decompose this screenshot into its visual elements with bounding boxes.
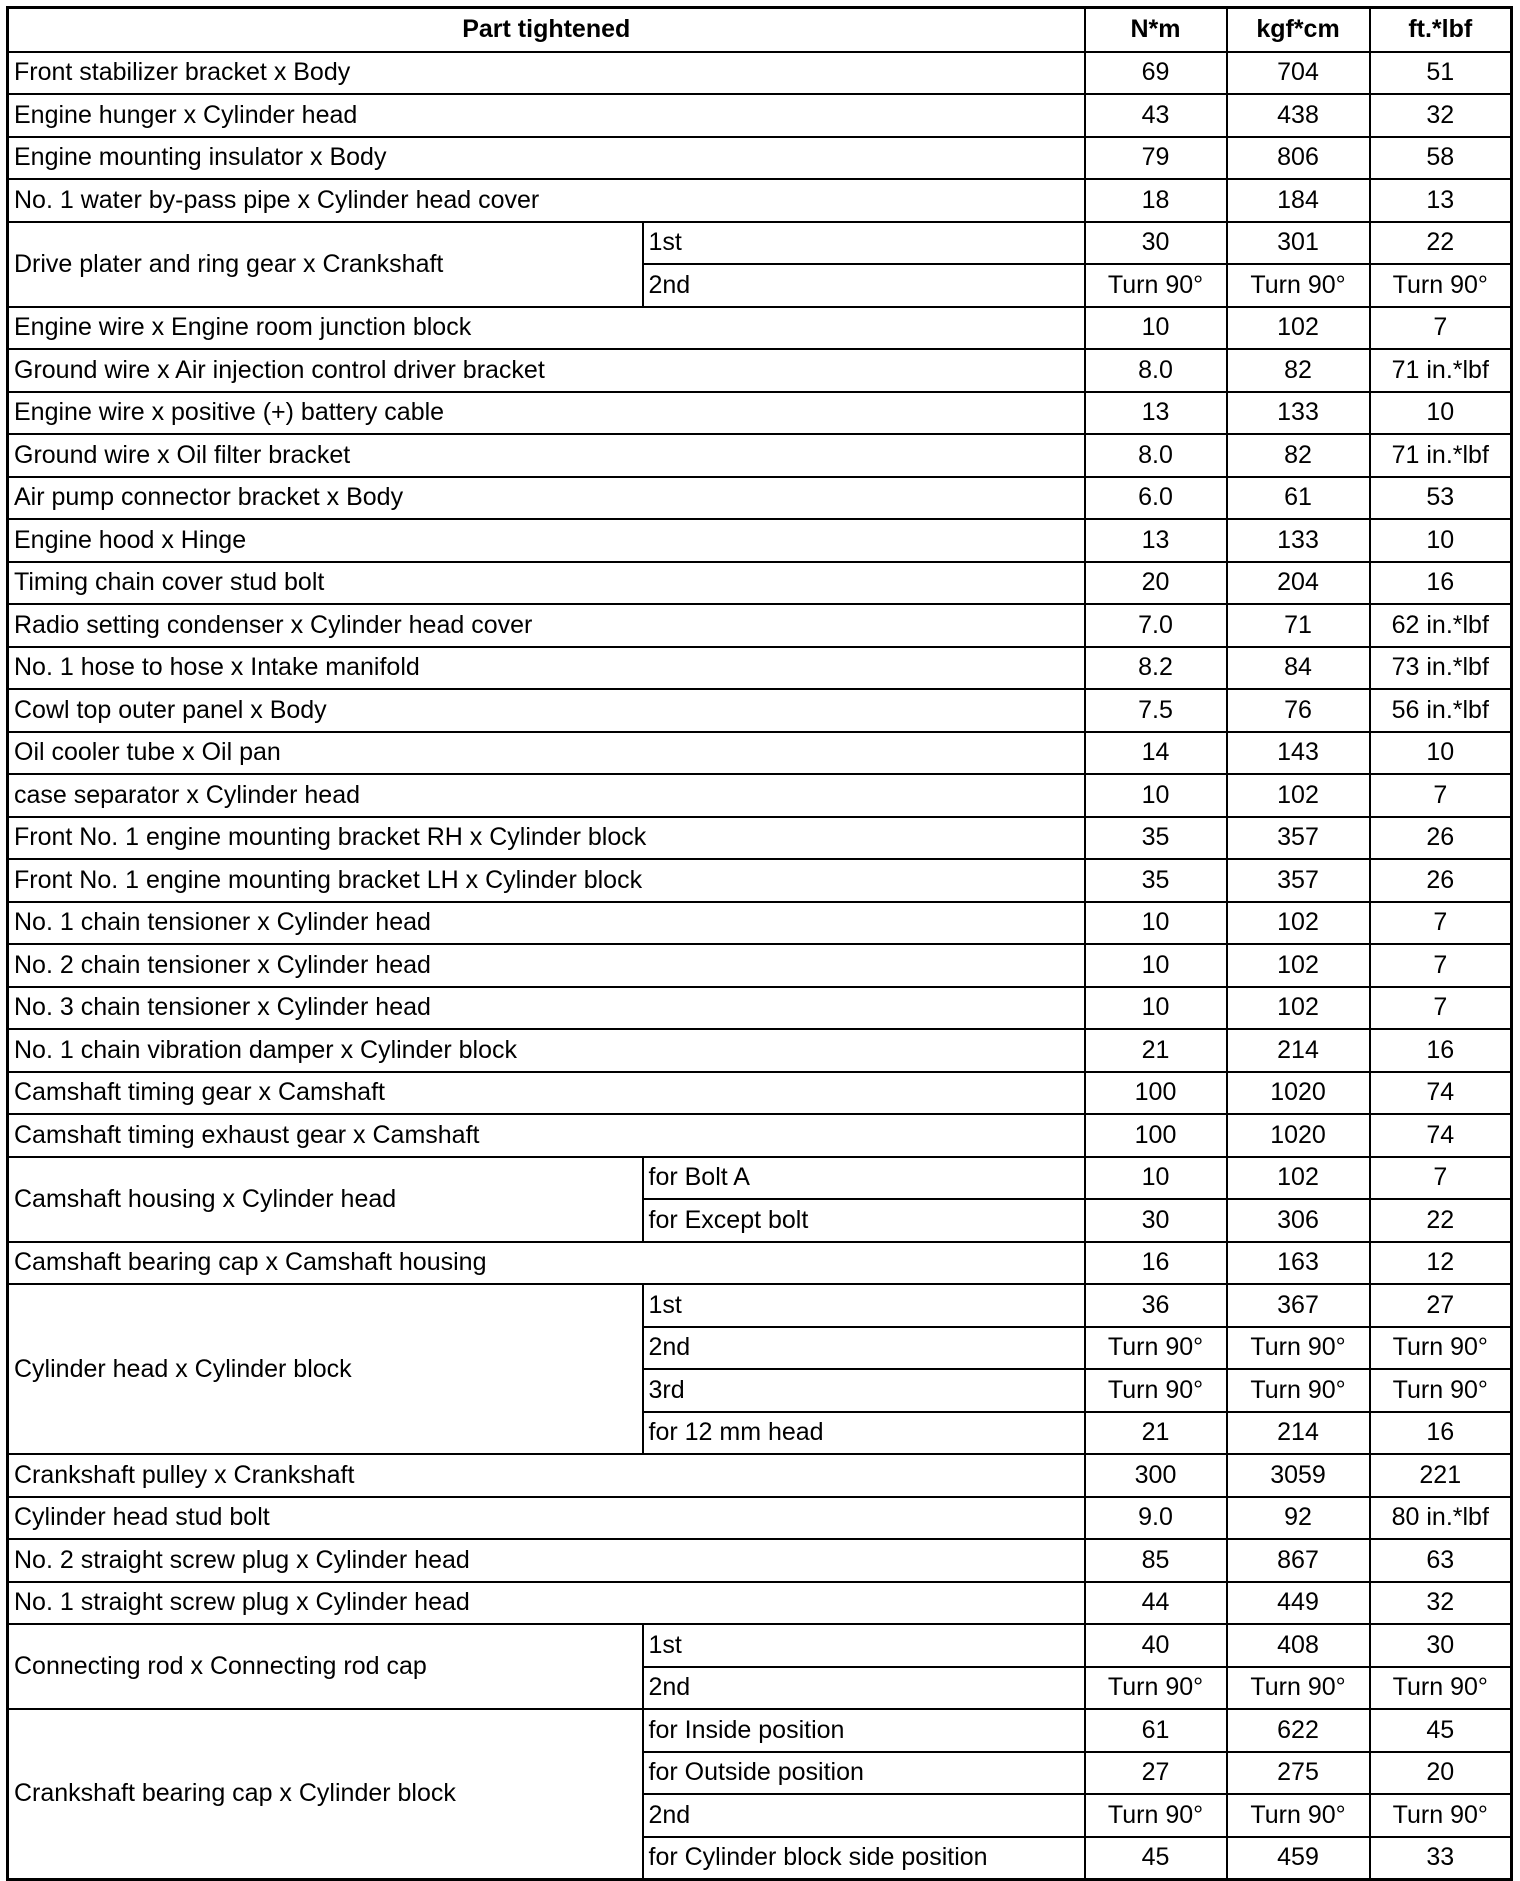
kgfcm-value-cell: 704 <box>1227 52 1370 95</box>
part-name-cell: Engine wire x Engine room junction block <box>8 307 1085 350</box>
nm-value-cell: Turn 90° <box>1085 1667 1227 1710</box>
header-nm: N*m <box>1085 8 1227 52</box>
kgfcm-value-cell: 301 <box>1227 222 1370 265</box>
nm-value-cell: 16 <box>1085 1242 1227 1285</box>
table-row <box>8 52 1512 95</box>
kgfcm-value-cell: 84 <box>1227 647 1370 690</box>
table-row <box>8 222 1512 265</box>
step-cell: 2nd <box>643 1327 1085 1370</box>
ftlbf-value-cell: 12 <box>1370 1242 1512 1285</box>
part-name-cell: No. 1 hose to hose x Intake manifold <box>8 647 1085 690</box>
kgfcm-value-cell: 459 <box>1227 1837 1370 1880</box>
kgfcm-value-cell: 184 <box>1227 179 1370 222</box>
kgfcm-value-cell: 82 <box>1227 434 1370 477</box>
ftlbf-value-cell: 74 <box>1370 1072 1512 1115</box>
table-row <box>8 519 1512 562</box>
kgfcm-value-cell: 204 <box>1227 562 1370 605</box>
ftlbf-value-cell: 56 in.*lbf <box>1370 689 1512 732</box>
kgfcm-value-cell: 275 <box>1227 1752 1370 1795</box>
part-name-cell: Engine hood x Hinge <box>8 519 1085 562</box>
header-ftlbf: ft.*lbf <box>1370 8 1512 52</box>
nm-value-cell: 7.5 <box>1085 689 1227 732</box>
nm-value-cell: 85 <box>1085 1539 1227 1582</box>
part-name-cell: Front stabilizer bracket x Body <box>8 52 1085 95</box>
ftlbf-value-cell: 22 <box>1370 222 1512 265</box>
table-row <box>8 1539 1512 1582</box>
ftlbf-value-cell: 63 <box>1370 1539 1512 1582</box>
part-name-cell: Drive plater and ring gear x Crankshaft <box>8 222 643 307</box>
nm-value-cell: 10 <box>1085 1157 1227 1200</box>
kgfcm-value-cell: 438 <box>1227 94 1370 137</box>
nm-value-cell: Turn 90° <box>1085 264 1227 307</box>
ftlbf-value-cell: 10 <box>1370 392 1512 435</box>
ftlbf-value-cell: 45 <box>1370 1709 1512 1752</box>
nm-value-cell: 8.0 <box>1085 434 1227 477</box>
nm-value-cell: 100 <box>1085 1072 1227 1115</box>
step-cell: for Cylinder block side position <box>643 1837 1085 1880</box>
nm-value-cell: 8.2 <box>1085 647 1227 690</box>
part-name-cell: Cylinder head x Cylinder block <box>8 1284 643 1454</box>
table-row <box>8 349 1512 392</box>
header-kgfcm: kgf*cm <box>1227 8 1370 52</box>
ftlbf-value-cell: Turn 90° <box>1370 1327 1512 1370</box>
ftlbf-value-cell: 71 in.*lbf <box>1370 434 1512 477</box>
ftlbf-value-cell: 221 <box>1370 1454 1512 1497</box>
ftlbf-value-cell: 74 <box>1370 1114 1512 1157</box>
part-name-cell: No. 3 chain tensioner x Cylinder head <box>8 987 1085 1030</box>
table-row <box>8 604 1512 647</box>
header-part-tightened: Part tightened <box>8 8 1085 52</box>
kgfcm-value-cell: 867 <box>1227 1539 1370 1582</box>
kgfcm-value-cell: 357 <box>1227 859 1370 902</box>
nm-value-cell: 45 <box>1085 1837 1227 1880</box>
part-name-cell: No. 1 chain vibration damper x Cylinder block <box>8 1029 1085 1072</box>
kgfcm-value-cell: 82 <box>1227 349 1370 392</box>
nm-value-cell: 7.0 <box>1085 604 1227 647</box>
nm-value-cell: 18 <box>1085 179 1227 222</box>
ftlbf-value-cell: 33 <box>1370 1837 1512 1880</box>
table-row <box>8 434 1512 477</box>
ftlbf-value-cell: 7 <box>1370 987 1512 1030</box>
part-name-cell: Camshaft bearing cap x Camshaft housing <box>8 1242 1085 1285</box>
kgfcm-value-cell: 449 <box>1227 1582 1370 1625</box>
table-row <box>8 1497 1512 1540</box>
kgfcm-value-cell: Turn 90° <box>1227 1794 1370 1837</box>
table-row <box>8 179 1512 222</box>
ftlbf-value-cell: 7 <box>1370 774 1512 817</box>
part-name-cell: Air pump connector bracket x Body <box>8 477 1085 520</box>
nm-value-cell: Turn 90° <box>1085 1327 1227 1370</box>
kgfcm-value-cell: 133 <box>1227 519 1370 562</box>
nm-value-cell: 13 <box>1085 519 1227 562</box>
table-row <box>8 859 1512 902</box>
ftlbf-value-cell: Turn 90° <box>1370 264 1512 307</box>
kgfcm-value-cell: 408 <box>1227 1624 1370 1667</box>
ftlbf-value-cell: 7 <box>1370 1157 1512 1200</box>
part-name-cell: Ground wire x Oil filter bracket <box>8 434 1085 477</box>
ftlbf-value-cell: 16 <box>1370 1412 1512 1455</box>
nm-value-cell: 8.0 <box>1085 349 1227 392</box>
ftlbf-value-cell: 32 <box>1370 1582 1512 1625</box>
kgfcm-value-cell: 306 <box>1227 1199 1370 1242</box>
step-cell: for Outside position <box>643 1752 1085 1795</box>
table-row <box>8 392 1512 435</box>
ftlbf-value-cell: Turn 90° <box>1370 1667 1512 1710</box>
kgfcm-value-cell: 367 <box>1227 1284 1370 1327</box>
table-body <box>8 52 1512 1880</box>
part-name-cell: Crankshaft bearing cap x Cylinder block <box>8 1709 643 1879</box>
part-name-cell: Front No. 1 engine mounting bracket LH x Cylinder block <box>8 859 1085 902</box>
nm-value-cell: 36 <box>1085 1284 1227 1327</box>
step-cell: 1st <box>643 1624 1085 1667</box>
table-row <box>8 477 1512 520</box>
nm-value-cell: 6.0 <box>1085 477 1227 520</box>
part-name-cell: Ground wire x Air injection control driver bracket <box>8 349 1085 392</box>
ftlbf-value-cell: 20 <box>1370 1752 1512 1795</box>
nm-value-cell: 10 <box>1085 944 1227 987</box>
table-row <box>8 1709 1512 1752</box>
ftlbf-value-cell: 26 <box>1370 859 1512 902</box>
ftlbf-value-cell: Turn 90° <box>1370 1794 1512 1837</box>
ftlbf-value-cell: 80 in.*lbf <box>1370 1497 1512 1540</box>
part-name-cell: Engine hunger x Cylinder head <box>8 94 1085 137</box>
kgfcm-value-cell: 622 <box>1227 1709 1370 1752</box>
ftlbf-value-cell: 58 <box>1370 137 1512 180</box>
table-row <box>8 647 1512 690</box>
nm-value-cell: 69 <box>1085 52 1227 95</box>
kgfcm-value-cell: Turn 90° <box>1227 264 1370 307</box>
ftlbf-value-cell: 30 <box>1370 1624 1512 1667</box>
kgfcm-value-cell: 133 <box>1227 392 1370 435</box>
part-name-cell: No. 2 chain tensioner x Cylinder head <box>8 944 1085 987</box>
nm-value-cell: 9.0 <box>1085 1497 1227 1540</box>
ftlbf-value-cell: 10 <box>1370 732 1512 775</box>
part-name-cell: Engine mounting insulator x Body <box>8 137 1085 180</box>
nm-value-cell: 10 <box>1085 774 1227 817</box>
nm-value-cell: 21 <box>1085 1412 1227 1455</box>
step-cell: 3rd <box>643 1369 1085 1412</box>
kgfcm-value-cell: 1020 <box>1227 1114 1370 1157</box>
ftlbf-value-cell: Turn 90° <box>1370 1369 1512 1412</box>
table-row <box>8 1029 1512 1072</box>
nm-value-cell: 10 <box>1085 902 1227 945</box>
nm-value-cell: 10 <box>1085 307 1227 350</box>
part-name-cell: No. 2 straight screw plug x Cylinder head <box>8 1539 1085 1582</box>
step-cell: for Except bolt <box>643 1199 1085 1242</box>
kgfcm-value-cell: 1020 <box>1227 1072 1370 1115</box>
table-row <box>8 1624 1512 1667</box>
part-name-cell: No. 1 chain tensioner x Cylinder head <box>8 902 1085 945</box>
ftlbf-value-cell: 53 <box>1370 477 1512 520</box>
kgfcm-value-cell: 163 <box>1227 1242 1370 1285</box>
nm-value-cell: 13 <box>1085 392 1227 435</box>
table-row <box>8 774 1512 817</box>
table-row <box>8 1284 1512 1327</box>
ftlbf-value-cell: 16 <box>1370 1029 1512 1072</box>
ftlbf-value-cell: 32 <box>1370 94 1512 137</box>
nm-value-cell: 40 <box>1085 1624 1227 1667</box>
step-cell: 1st <box>643 222 1085 265</box>
table-row <box>8 689 1512 732</box>
step-cell: 1st <box>643 1284 1085 1327</box>
kgfcm-value-cell: 102 <box>1227 987 1370 1030</box>
kgfcm-value-cell: 143 <box>1227 732 1370 775</box>
nm-value-cell: 44 <box>1085 1582 1227 1625</box>
part-name-cell: Oil cooler tube x Oil pan <box>8 732 1085 775</box>
table-row <box>8 1582 1512 1625</box>
ftlbf-value-cell: 22 <box>1370 1199 1512 1242</box>
part-name-cell: No. 1 water by-pass pipe x Cylinder head cover <box>8 179 1085 222</box>
nm-value-cell: 30 <box>1085 1199 1227 1242</box>
header-row <box>8 8 1512 52</box>
ftlbf-value-cell: 10 <box>1370 519 1512 562</box>
nm-value-cell: 14 <box>1085 732 1227 775</box>
part-name-cell: Camshaft timing exhaust gear x Camshaft <box>8 1114 1085 1157</box>
table-row <box>8 1454 1512 1497</box>
nm-value-cell: 35 <box>1085 859 1227 902</box>
part-name-cell: case separator x Cylinder head <box>8 774 1085 817</box>
table-row <box>8 1157 1512 1200</box>
part-name-cell: No. 1 straight screw plug x Cylinder head <box>8 1582 1085 1625</box>
kgfcm-value-cell: 102 <box>1227 944 1370 987</box>
part-name-cell: Cylinder head stud bolt <box>8 1497 1085 1540</box>
kgfcm-value-cell: Turn 90° <box>1227 1667 1370 1710</box>
kgfcm-value-cell: Turn 90° <box>1227 1327 1370 1370</box>
nm-value-cell: Turn 90° <box>1085 1794 1227 1837</box>
ftlbf-value-cell: 71 in.*lbf <box>1370 349 1512 392</box>
nm-value-cell: 30 <box>1085 222 1227 265</box>
part-name-cell: Cowl top outer panel x Body <box>8 689 1085 732</box>
ftlbf-value-cell: 73 in.*lbf <box>1370 647 1512 690</box>
kgfcm-value-cell: 102 <box>1227 1157 1370 1200</box>
step-cell: for 12 mm head <box>643 1412 1085 1455</box>
kgfcm-value-cell: 806 <box>1227 137 1370 180</box>
ftlbf-value-cell: 16 <box>1370 562 1512 605</box>
torque-spec-table <box>6 6 1513 1881</box>
nm-value-cell: 20 <box>1085 562 1227 605</box>
kgfcm-value-cell: Turn 90° <box>1227 1369 1370 1412</box>
kgfcm-value-cell: 61 <box>1227 477 1370 520</box>
table-row <box>8 137 1512 180</box>
part-name-cell: Crankshaft pulley x Crankshaft <box>8 1454 1085 1497</box>
table-row <box>8 817 1512 860</box>
kgfcm-value-cell: 214 <box>1227 1412 1370 1455</box>
nm-value-cell: 100 <box>1085 1114 1227 1157</box>
part-name-cell: Timing chain cover stud bolt <box>8 562 1085 605</box>
table-row <box>8 902 1512 945</box>
table-row <box>8 944 1512 987</box>
nm-value-cell: 27 <box>1085 1752 1227 1795</box>
part-name-cell: Front No. 1 engine mounting bracket RH x Cylinder block <box>8 817 1085 860</box>
kgfcm-value-cell: 3059 <box>1227 1454 1370 1497</box>
ftlbf-value-cell: 7 <box>1370 944 1512 987</box>
part-name-cell: Camshaft housing x Cylinder head <box>8 1157 643 1242</box>
nm-value-cell: 79 <box>1085 137 1227 180</box>
ftlbf-value-cell: 26 <box>1370 817 1512 860</box>
nm-value-cell: Turn 90° <box>1085 1369 1227 1412</box>
table-row <box>8 987 1512 1030</box>
kgfcm-value-cell: 102 <box>1227 902 1370 945</box>
nm-value-cell: 35 <box>1085 817 1227 860</box>
part-name-cell: Camshaft timing gear x Camshaft <box>8 1072 1085 1115</box>
kgfcm-value-cell: 71 <box>1227 604 1370 647</box>
nm-value-cell: 10 <box>1085 987 1227 1030</box>
step-cell: 2nd <box>643 264 1085 307</box>
nm-value-cell: 300 <box>1085 1454 1227 1497</box>
table-row <box>8 1072 1512 1115</box>
nm-value-cell: 21 <box>1085 1029 1227 1072</box>
ftlbf-value-cell: 51 <box>1370 52 1512 95</box>
step-cell: for Inside position <box>643 1709 1085 1752</box>
table-row <box>8 307 1512 350</box>
kgfcm-value-cell: 214 <box>1227 1029 1370 1072</box>
nm-value-cell: 43 <box>1085 94 1227 137</box>
kgfcm-value-cell: 102 <box>1227 774 1370 817</box>
kgfcm-value-cell: 357 <box>1227 817 1370 860</box>
step-cell: for Bolt A <box>643 1157 1085 1200</box>
ftlbf-value-cell: 7 <box>1370 902 1512 945</box>
nm-value-cell: 61 <box>1085 1709 1227 1752</box>
kgfcm-value-cell: 102 <box>1227 307 1370 350</box>
table-row <box>8 1242 1512 1285</box>
step-cell: 2nd <box>643 1667 1085 1710</box>
step-cell: 2nd <box>643 1794 1085 1837</box>
table-row <box>8 562 1512 605</box>
ftlbf-value-cell: 62 in.*lbf <box>1370 604 1512 647</box>
ftlbf-value-cell: 7 <box>1370 307 1512 350</box>
kgfcm-value-cell: 92 <box>1227 1497 1370 1540</box>
part-name-cell: Radio setting condenser x Cylinder head cover <box>8 604 1085 647</box>
ftlbf-value-cell: 27 <box>1370 1284 1512 1327</box>
part-name-cell: Engine wire x positive (+) battery cable <box>8 392 1085 435</box>
table-row <box>8 94 1512 137</box>
part-name-cell: Connecting rod x Connecting rod cap <box>8 1624 643 1709</box>
table-row <box>8 732 1512 775</box>
kgfcm-value-cell: 76 <box>1227 689 1370 732</box>
table-row <box>8 1114 1512 1157</box>
ftlbf-value-cell: 13 <box>1370 179 1512 222</box>
